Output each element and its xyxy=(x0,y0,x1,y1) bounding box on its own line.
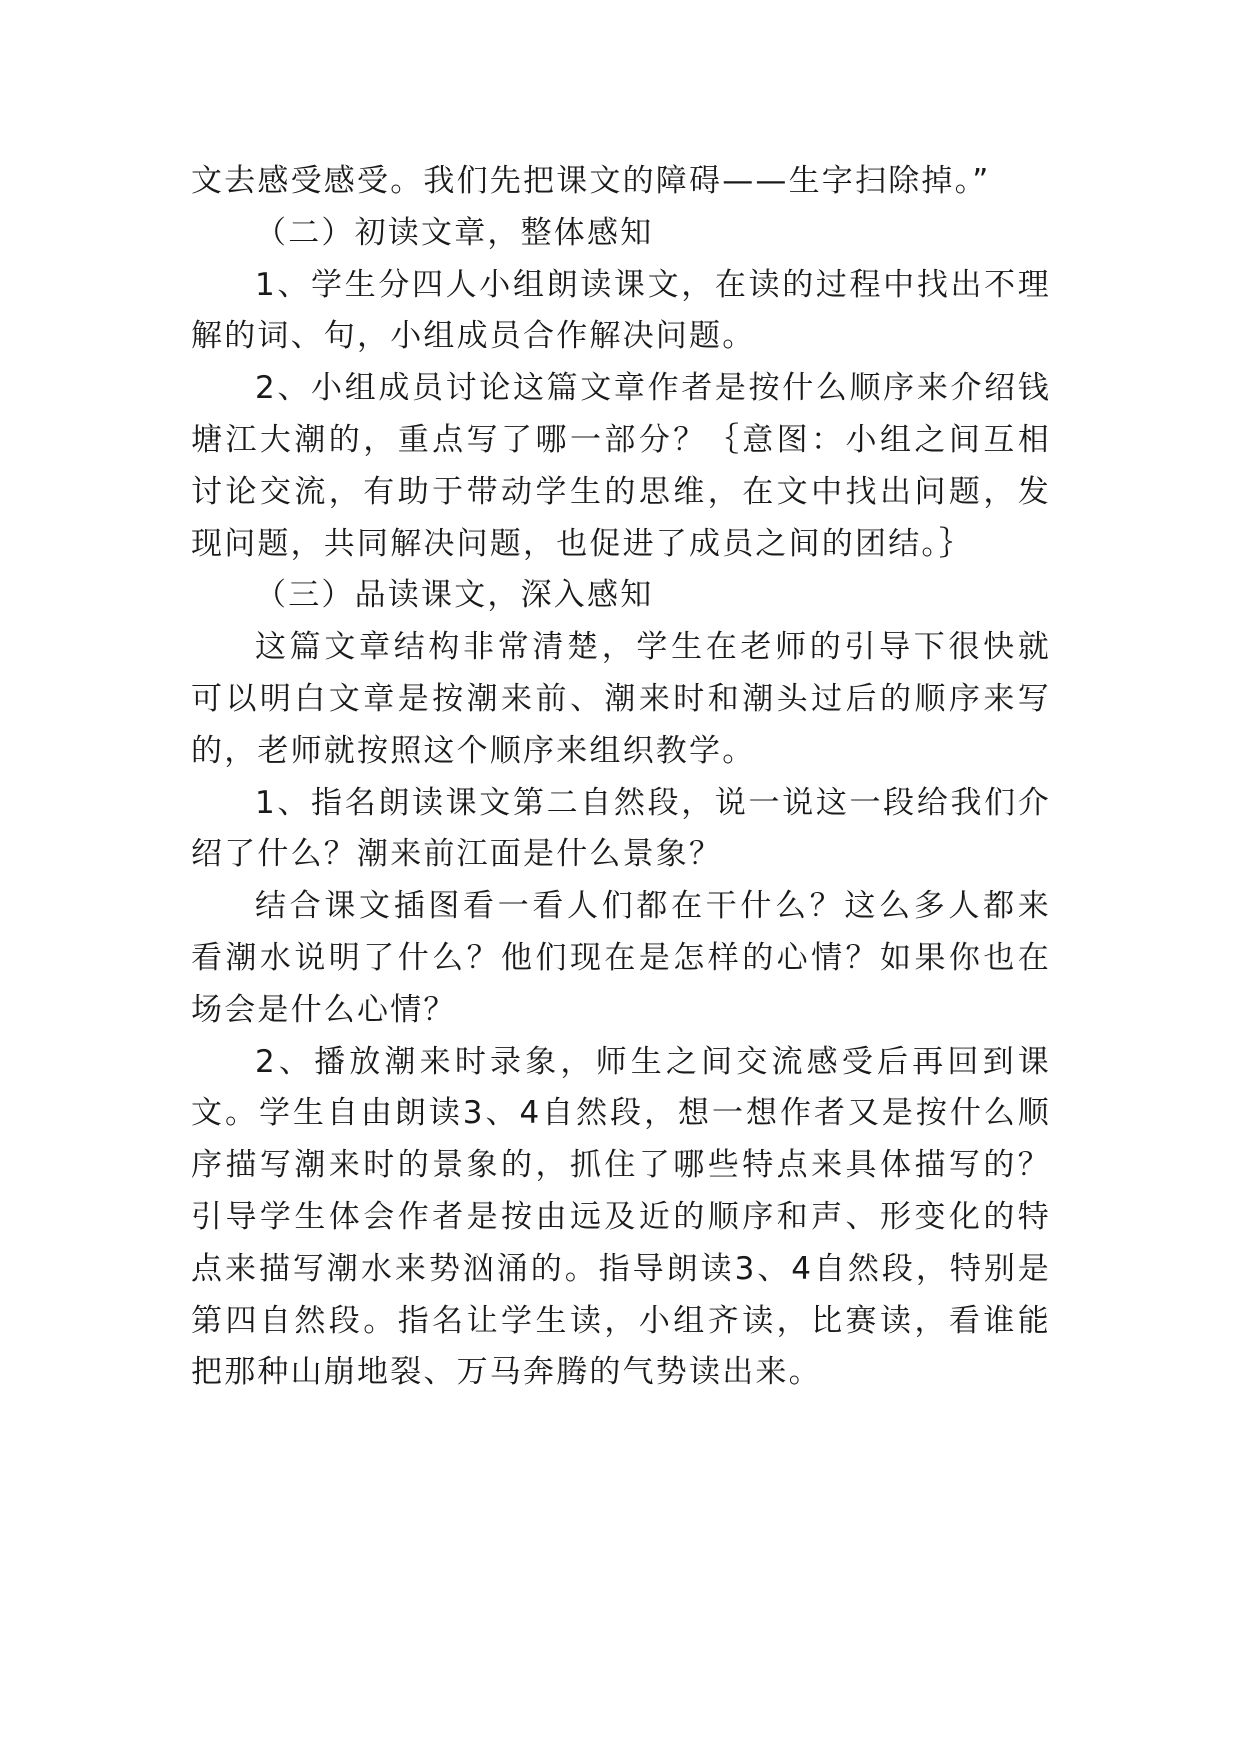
paragraph-video-reading: 2、播放潮来时录象，师生之间交流感受后再回到课文。学生自由朗读3、4自然段，想一想作者又是按什么顺序描写潮来时的景象的，抓住了哪些特点来具体描写的？引导学生体会作者是按由远及近的顺序和声、形变化的特点来描写潮水来势汹涌的。指导朗读3、4自然段，特别是第四自然段。指名让学生读，小组齐读，比赛读，看谁能把那种山崩地裂、万马奔腾的气势读出来。 xyxy=(191,1043,1051,1391)
paragraph-structure: 这篇文章结构非常清楚，学生在老师的引导下很快就可以明白文章是按潮来前、潮来时和潮头过后的顺序来写的，老师就按照这个顺序来组织教学。 xyxy=(191,629,1051,769)
paragraph-second-section: 1、指名朗读课文第二自然段，说一说这一段给我们介绍了什么？潮来前江面是什么景象？ xyxy=(191,784,1051,873)
paragraph-group-reading: 1、学生分四人小组朗读课文，在读的过程中找出不理解的词、句，小组成员合作解决问题。 xyxy=(191,266,1051,355)
section-heading-initial-reading: （二）初读文章，整体感知 xyxy=(255,214,654,251)
paragraph-group-discussion: 2、小组成员讨论这篇文章作者是按什么顺序来介绍钱塘江大潮的，重点写了哪一部分？｛意图：小组之间互相讨论交流，有助于带动学生的思维，在文中找出问题，发现问题，共同解决问题，也促进了成员之间的团结。｝ xyxy=(191,370,1051,562)
paragraph-illustration: 结合课文插图看一看人们都在干什么？这么多人都来看潮水说明了什么？他们现在是怎样的心情？如果你也在场会是什么心情？ xyxy=(191,888,1051,1028)
document-body xyxy=(191,156,1051,1399)
section-heading-deep-reading: （三）品读课文，深入感知 xyxy=(255,577,654,614)
paragraph-continuation: 文去感受感受。我们先把课文的障碍——生字扫除掉。” xyxy=(191,163,991,199)
